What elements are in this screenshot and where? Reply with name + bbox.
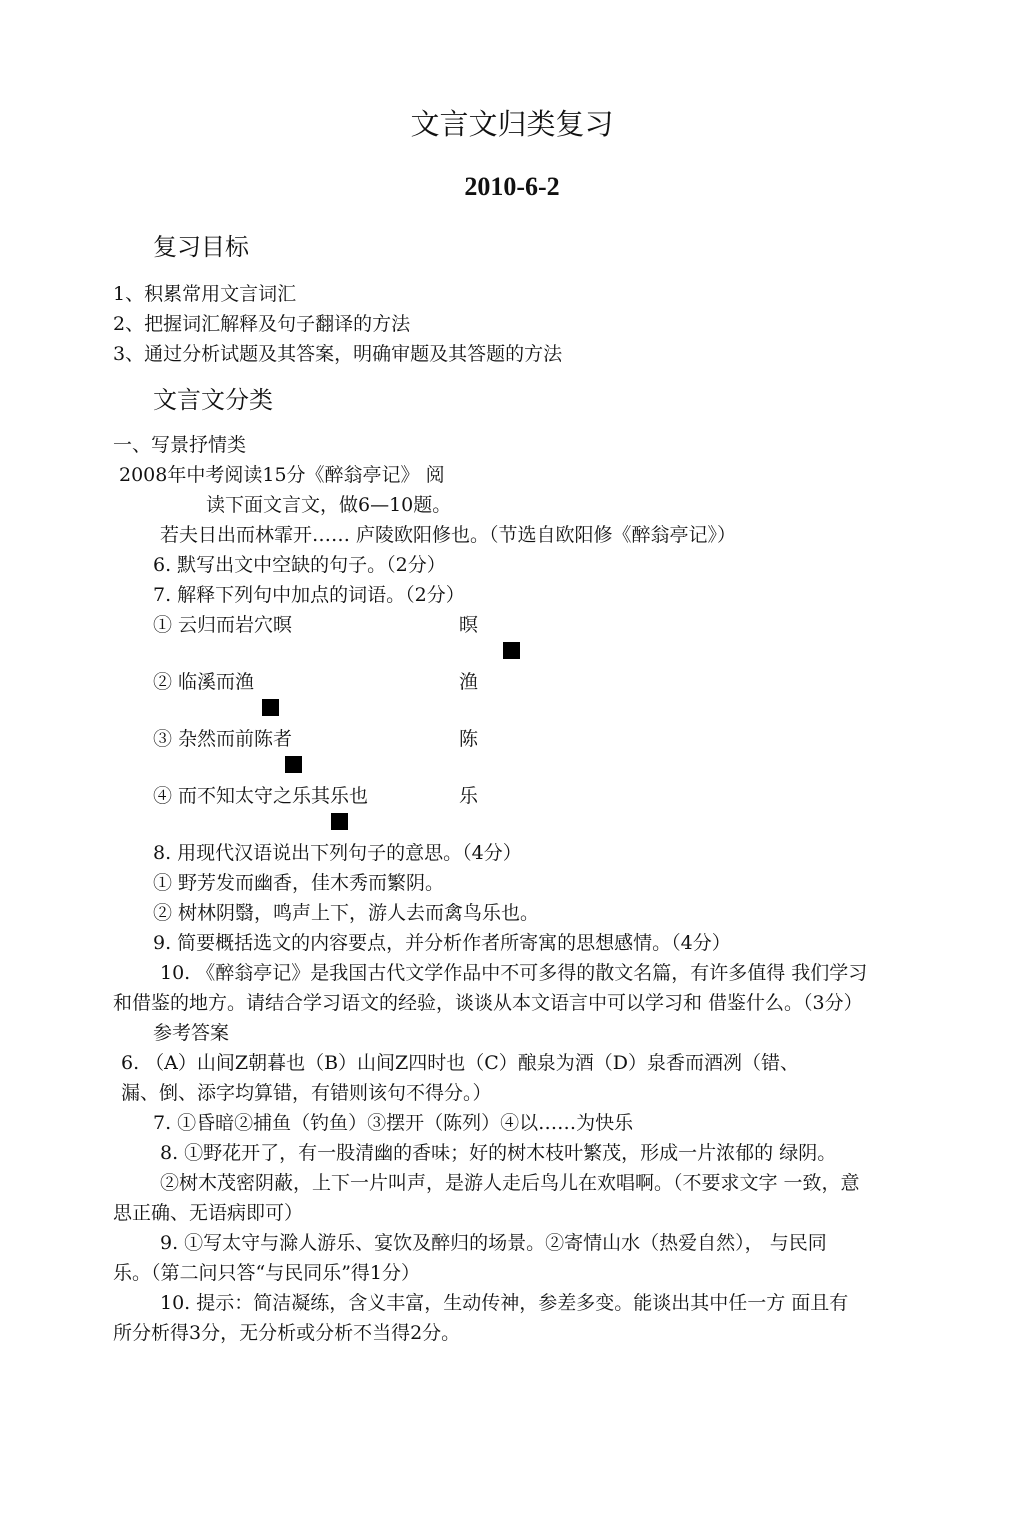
- q7-sentence: ② 临溪而渔: [153, 671, 255, 693]
- redaction-block: [503, 642, 520, 659]
- answer-6: 漏、倒、添字均算错，有错则该句不得分。）: [121, 1082, 492, 1104]
- question-8: 8. 用现代汉语说出下列句子的意思。（4分）: [153, 842, 522, 864]
- question-9: 9. 简要概括选文的内容要点，并分析作者所寄寓的思想感情。（4分）: [153, 932, 731, 954]
- classify-heading: 文言文分类: [153, 386, 273, 414]
- q7-sentence: ③ 杂然而前陈者: [153, 728, 293, 750]
- q7-word: 乐: [459, 785, 479, 807]
- goal-item: 2、把握词汇解释及句子翻译的方法: [113, 313, 411, 335]
- answer-8: 思正确、无语病即可）: [113, 1202, 304, 1224]
- goal-item: 3、通过分析试题及其答案，明确审题及其答题的方法: [113, 343, 563, 365]
- answer-8: 8. ①野花开了，有一股清幽的香味；好的树木枝叶繁茂，形成一片浓郁的 绿阴。: [160, 1142, 837, 1164]
- redaction-block: [331, 813, 348, 830]
- answer-6: 6. （A）山间Z朝暮也（B）山间Z四时也（C）酿泉为酒（D）泉香而酒冽（错、: [121, 1052, 800, 1074]
- q7-sentence: ④ 而不知太守之乐其乐也: [153, 785, 369, 807]
- question-10: 10. 《醉翁亭记》是我国古代文学作品中不可多得的散文名篇，有许多值得 我们学习: [160, 962, 868, 984]
- q7-word: 渔: [459, 671, 479, 693]
- redaction-block: [285, 756, 302, 773]
- answer-10: 所分析得3分，无分析或分析不当得2分。: [113, 1322, 461, 1344]
- answer-10: 10. 提示：简洁凝练，含义丰富，生动传神，参差多变。能谈出其中任一方 面且有: [160, 1292, 849, 1314]
- source-line: 读下面文言文，做6—10题。: [206, 494, 452, 516]
- q8-item: ① 野芳发而幽香，佳木秀而繁阴。: [153, 872, 445, 894]
- redaction-block: [262, 699, 279, 716]
- answers-heading: 参考答案: [153, 1022, 230, 1044]
- goal-item: 1、积累常用文言词汇: [113, 283, 297, 305]
- answer-8: ②树木茂密阴蔽，上下一片叫声，是游人走后鸟儿在欢唱啊。（不要求文字 一致，意: [160, 1172, 860, 1194]
- question-6: 6. 默写出文中空缺的句子。（2分）: [153, 554, 446, 576]
- source-line: 2008年中考阅读15分《醉翁亭记》 阅: [119, 464, 445, 486]
- answer-9: 9. ①写太守与滁人游乐、宴饮及醉归的场景。②寄情山水（热爱自然）， 与民同: [160, 1232, 827, 1254]
- q7-word: 暝: [459, 614, 479, 636]
- page-title: 文言文归类复习: [410, 107, 614, 141]
- excerpt-line: 若夫日出而林霏开…… 庐陵欧阳修也。（节选自欧阳修《醉翁亭记》）: [160, 524, 737, 546]
- goals-heading: 复习目标: [153, 233, 249, 261]
- question-10: 和借鉴的地方。请结合学习语文的经验，谈谈从本文语言中可以学习和 借鉴什么。（3分）: [113, 992, 863, 1014]
- answer-9: 乐。（第二问只答“与民同乐”得1分）: [113, 1262, 421, 1284]
- question-7: 7. 解释下列句中加点的词语。（2分）: [153, 584, 465, 606]
- section-heading: 一、写景抒情类: [113, 434, 247, 456]
- answer-7: 7. ①昏暗②捕鱼（钓鱼）③摆开（陈列）④以……为快乐: [153, 1112, 634, 1134]
- q8-item: ② 树林阴翳，鸣声上下，游人去而禽鸟乐也。: [153, 902, 540, 924]
- page-date: 2010-6-2: [464, 172, 560, 201]
- q7-sentence: ① 云归而岩穴暝: [153, 614, 293, 636]
- q7-word: 陈: [459, 728, 479, 750]
